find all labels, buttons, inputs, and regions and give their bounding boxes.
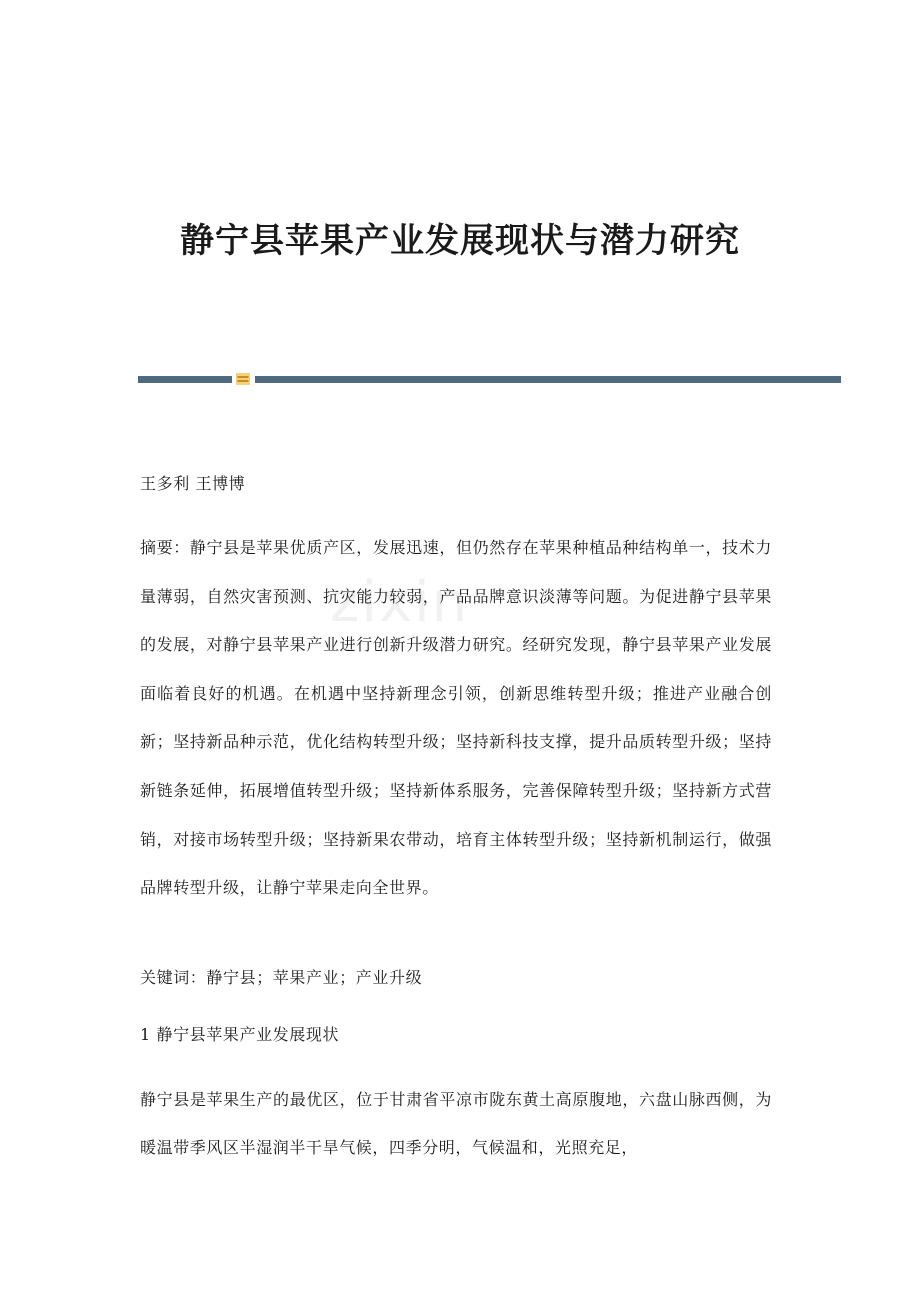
body-paragraph: 静宁县是苹果生产的最优区，位于甘肃省平凉市陇东黄土高原腹地，六盘山脉西侧，为暖温带季风区半湿润半干旱气候，四季分明，气候温和，光照充足， [140,1090,772,1157]
authors-line: 王多利 王博博 [140,474,246,493]
abstract-paragraph: 摘要：静宁县是苹果优质产区，发展迅速，但仍然存在苹果种植品种结构单一，技术力量薄弱，自然灾害预测、抗灾能力较弱，产品品牌意识淡薄等问题。为促进静宁县苹果的发展，对静宁县苹果产业进行创新升级潜力研究。经研究发现，静宁县苹果产业发展面临着良好的机遇。在机遇中坚持新理念引领，创新思维转型升级；推进产业融合创新；坚持新品种示范，优化结构转型升级；坚持新科技支撑，提升品质转型升级；坚持新链条延伸，拓展增值转型升级；坚持新体系服务，完善保障转型升级；坚持新方式营销，对接市场转型升级；坚持新果农带动，培育主体转型升级；坚持新机制运行，做强品牌转型升级，让静宁苹果走向全世界。 [140,538,772,898]
keywords-line: 关键词：静宁县；苹果产业；产业升级 [140,968,423,987]
title-divider [138,371,841,389]
divider-right-segment [255,376,841,383]
watermark: zixin [330,570,470,635]
divider-ornament-icon [236,373,250,385]
document-title: 静宁县苹果产业发展现状与潜力研究 [180,221,740,261]
divider-left-segment [138,376,232,383]
section-heading: 1 静宁县苹果产业发展现状 [140,1025,340,1044]
